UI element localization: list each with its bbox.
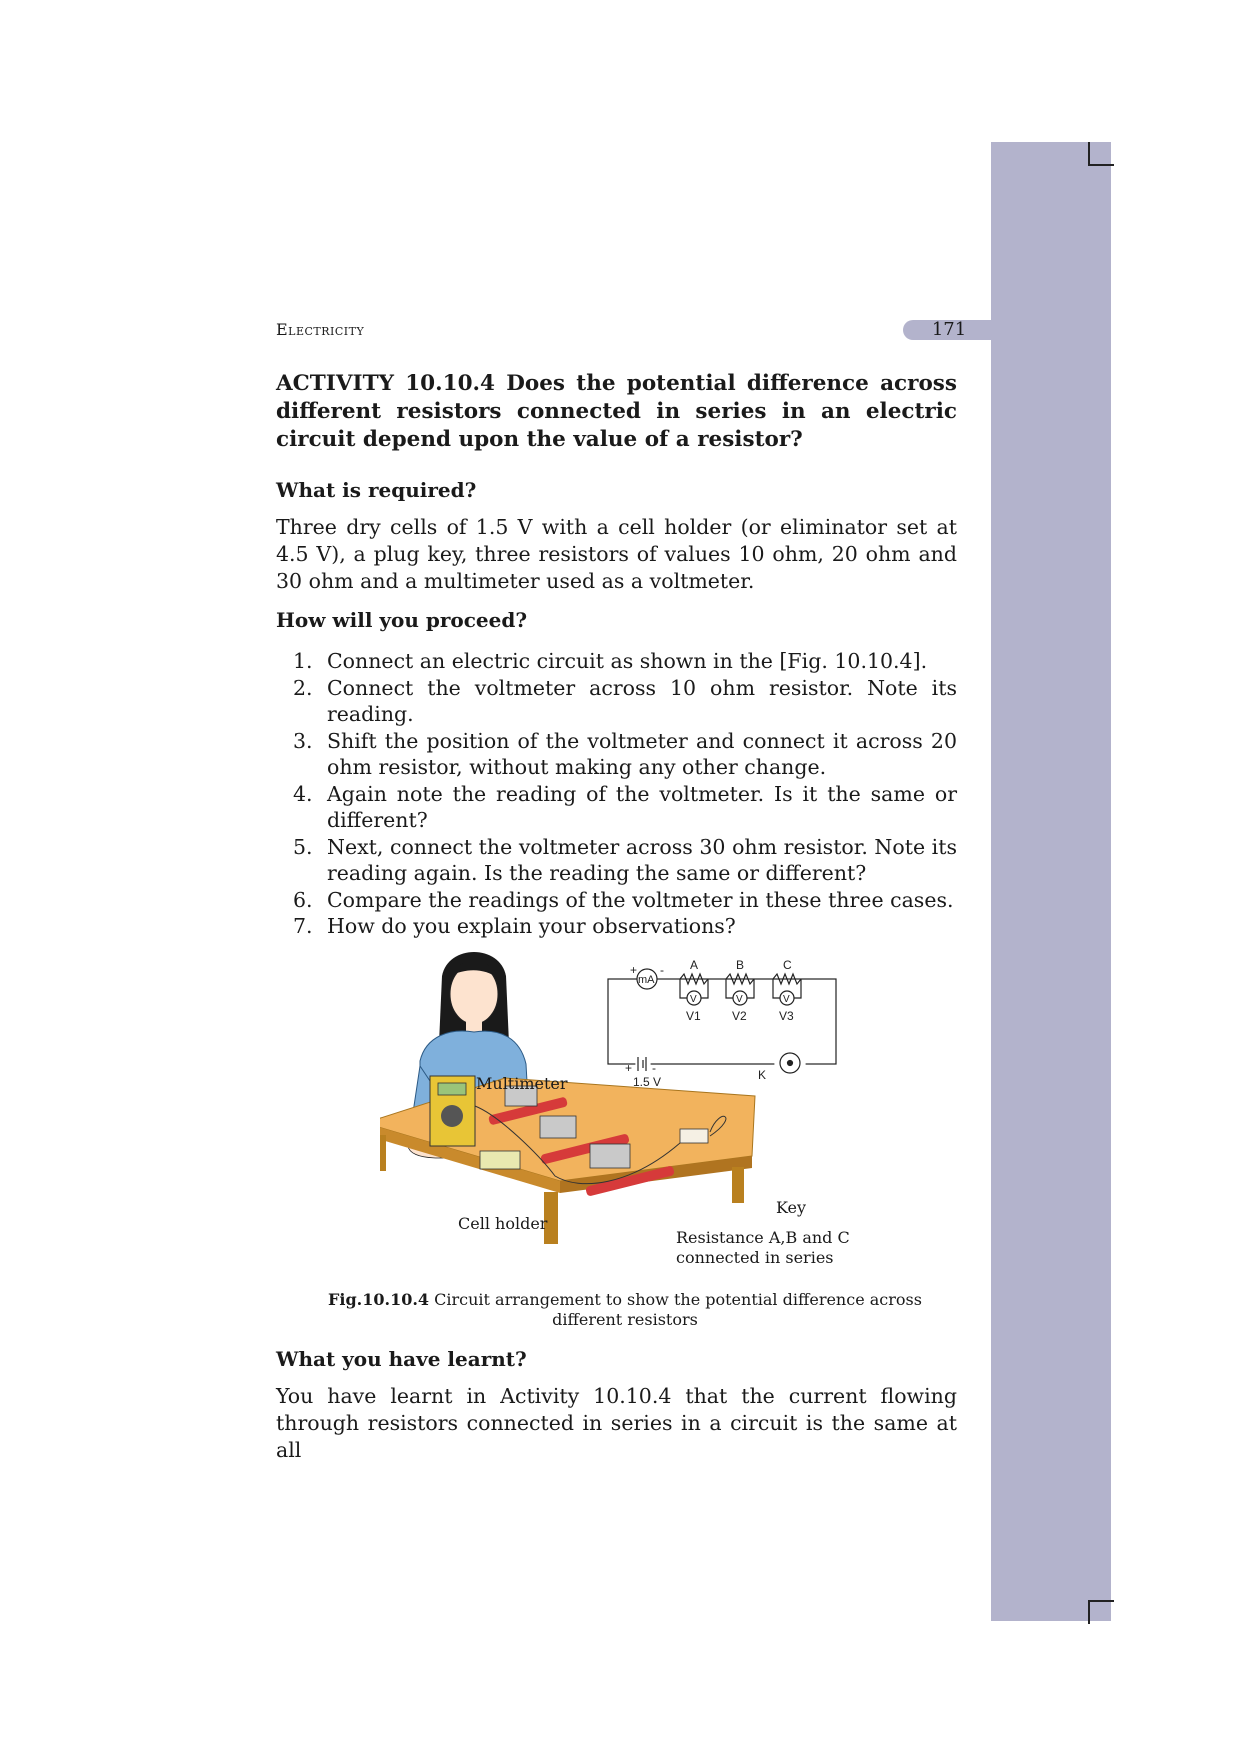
multimeter-label: Multimeter: [476, 1074, 568, 1093]
v3-label: V3: [779, 1009, 794, 1023]
figure-caption: [325, 1290, 925, 1330]
learnt-paragraph: You have learnt in Activity 10.10.4 that the current flowing through resistors connected in series in a circuit is the same at all: [276, 1384, 957, 1462]
crop-mark-top: [1088, 142, 1114, 166]
table-illustration: [380, 1076, 755, 1244]
page-number: 171: [903, 320, 995, 340]
section-heading-proceed: How will you proceed?: [276, 608, 528, 632]
ammeter-label: mA: [638, 974, 655, 986]
step-text: Next, connect the voltmeter across 30 ohm resistor. Note its reading again. Is the reading the same or different?: [327, 834, 957, 885]
procedure-steps: [276, 648, 957, 940]
step-number: 5.: [293, 834, 313, 859]
step-text: How do you explain your observations?: [327, 914, 736, 938]
resistance-label-line1: Resistance A,B and C: [676, 1228, 850, 1247]
running-head: Electricity: [276, 320, 365, 339]
cell-voltage-label: 1.5 V: [633, 1075, 662, 1089]
circuit-minus-label: -: [660, 963, 664, 977]
voltmeter-symbol: V: [736, 994, 743, 1005]
step-text: Compare the readings of the voltmeter in these three cases.: [327, 887, 954, 912]
section-heading-required: What is required?: [276, 478, 477, 502]
crop-mark-bottom: [1088, 1600, 1114, 1624]
resistor-a-label: A: [690, 958, 699, 972]
figure-circuit-arrangement: [380, 946, 880, 1286]
step-item: [276, 648, 957, 675]
required-paragraph: Three dry cells of 1.5 V with a cell holder (or eliminator set at 4.5 V), a plug key, three resistors of values 10 ohm, 20 ohm and 30 ohm and a multimeter used as a voltmeter.: [276, 515, 957, 593]
step-text: Connect the voltmeter across 10 ohm resistor. Note its reading.: [327, 675, 957, 726]
cell-minus-label: -: [652, 1061, 656, 1075]
v2-label: V2: [732, 1009, 747, 1023]
v1-label: V1: [686, 1009, 701, 1023]
key-symbol-label: K: [758, 1068, 767, 1082]
resistor-b-label: B: [736, 958, 745, 972]
step-item: [276, 913, 957, 940]
step-item: [276, 781, 957, 834]
step-item: [276, 728, 957, 781]
circuit-plus-label: +: [630, 963, 638, 977]
key-label: Key: [776, 1198, 807, 1217]
figure-caption-id: Fig.10.10.4: [328, 1290, 430, 1309]
figure-caption-text: Circuit arrangement to show the potential difference across different resistors: [434, 1290, 922, 1329]
step-text: Again note the reading of the voltmeter. Is it the same or different?: [327, 781, 957, 832]
step-text: Connect an electric circuit as shown in the [Fig. 10.10.4].: [327, 649, 928, 673]
step-item: [276, 887, 957, 914]
cell-plus-label: +: [625, 1061, 633, 1075]
step-text: Shift the position of the voltmeter and connect it across 20 ohm resistor, without making any other change.: [327, 728, 957, 779]
step-number: 4.: [293, 781, 313, 806]
step-number: 2.: [293, 675, 313, 700]
voltmeter-symbol: V: [783, 994, 790, 1005]
step-number: 6.: [293, 887, 313, 912]
activity-title: ACTIVITY 10.10.4 Does the potential difference across different resistors connected in series in an electric circuit depend upon the value of a resistor?: [276, 371, 957, 452]
section-heading-learnt: What you have learnt?: [276, 1347, 527, 1371]
voltmeter-symbol: V: [690, 994, 697, 1005]
cell-holder-label: Cell holder: [458, 1214, 548, 1233]
step-number: 3.: [293, 728, 313, 753]
resistor-c-label: C: [783, 958, 792, 972]
resistance-label-line2: connected in series: [676, 1248, 834, 1267]
step-item: [276, 675, 957, 728]
step-number: 7.: [293, 914, 313, 938]
step-item: [276, 834, 957, 887]
step-number: 1.: [293, 649, 313, 673]
side-margin-band: [991, 142, 1111, 1621]
